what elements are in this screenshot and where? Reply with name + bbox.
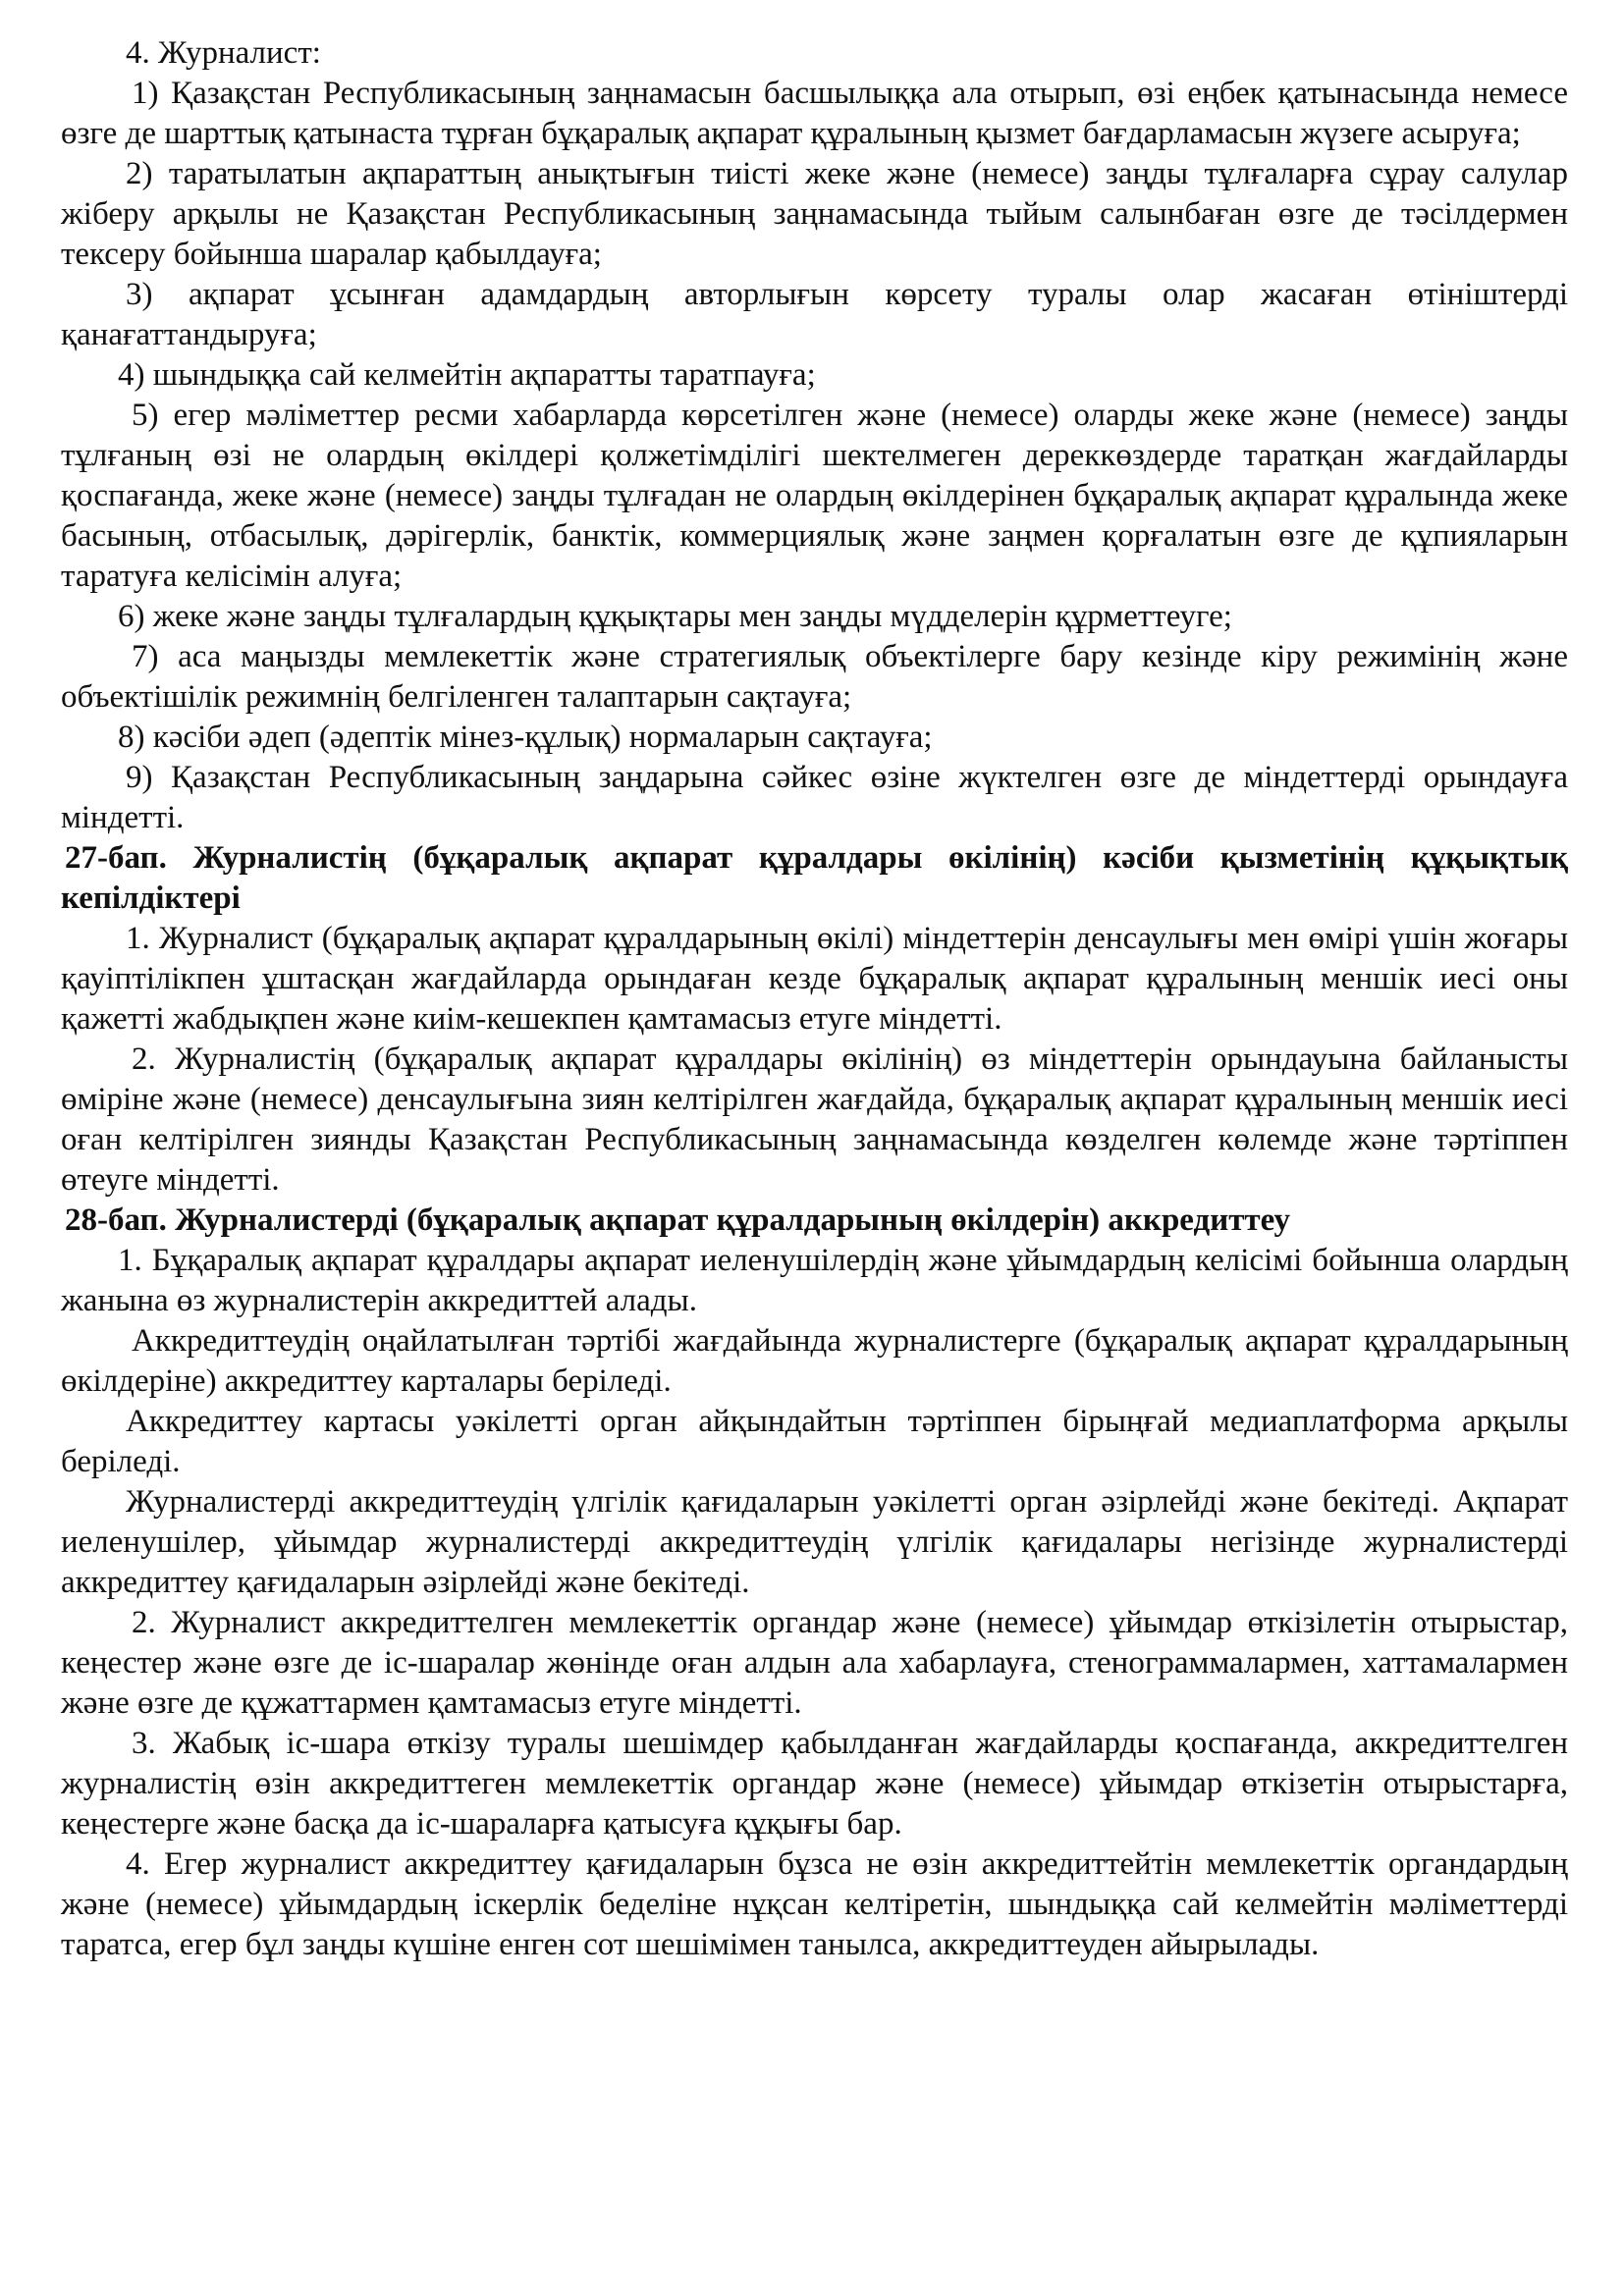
paragraph: Аккредиттеудің оңайлатылған тәртібі жағдайында журналистерге (бұқаралық ақпарат құралдарының өкілдеріне) аккредиттеу карталары беріледі. — [61, 1323, 1568, 1399]
paragraph: 4. Егер журналист аккредиттеу қағидаларын бұзса не өзін аккредиттейтін мемлекеттік органдардың және (немесе) ұйымдардың іскерлік беделіне нұқсан келтіретін, шындыққа сай келмейтін мәліметтерді таратса, егер бұл заңды күшіне енген сот шешімімен танылса, аккредиттеуден айырылады. — [61, 1846, 1568, 1962]
list-item: 1) Қазақстан Республикасының заңнамасын басшылыққа ала отырып, өзі еңбек қатынасында немесе өзге де шарттық қатынаста тұрған бұқаралық ақпарат құралының қызмет бағдарламасын жүзеге асыруға; — [61, 76, 1568, 151]
list-item: 6) жеке және заңды тұлғалардың құқықтары мен заңды мүдделерін құрметтеуге; — [118, 599, 1232, 634]
list-item: 2) таратылатын ақпараттың анықтығын тиісті жеке және (немесе) заңды тұлғаларға сұрау салулар жіберу арқылы не Қазақстан Республикасының заңнамасында тыйым салынбаған өзге де тәсілдермен тексеру бойынша шаралар қабылдауға; — [61, 156, 1568, 272]
list-item: 5) егер мәліметтер ресми хабарларда көрсетілген және (немесе) оларды жеке және (немесе) заңды тұлғаның өзі не олардың өкілдері қолжетімділігі шектелмеген дереккөздерде таратқан жағдайларды қоспағанда, жеке және (немесе) заңды тұлғадан не олардың өкілдерінен бұқаралық ақпарат құралында жеке басының, отбасылық, дәрігерлік, банктік, коммерциялық және заңмен қорғалатын өзге де құпияларын таратуға келісімін алуға; — [61, 398, 1568, 594]
paragraph: Журналистерді аккредиттеудің үлгілік қағидаларын уәкілетті орган әзірлейді және бекітеді. Ақпарат иеленушілер, ұйымдар журналистерді аккредиттеудің үлгілік қағидалары негізінде журналистерді аккредиттеу қағидаларын әзірлейді және бекітеді. — [61, 1484, 1568, 1600]
paragraph: 1. Журналист (бұқаралық ақпарат құралдарының өкілі) міндеттерін денсаулығы мен өмірі үшін жоғары қауіптілікпен ұштасқан жағдайларда орындаған кезде бұқаралық ақпарат құралының меншік иесі оны қажетті жабдықпен және киім-кешекпен қамтамасыз етуге міндетті. — [61, 921, 1568, 1037]
list-item: 9) Қазақстан Республикасының заңдарына сәйкес өзіне жүктелген өзге де міндеттерді орындауға міндетті. — [61, 760, 1568, 835]
paragraph: Аккредиттеу картасы уәкілетті орган айқындайтын тәртіппен бірыңғай медиаплатформа арқылы беріледі. — [61, 1404, 1568, 1479]
list-item: 4) шындыққа сай келмейтін ақпаратты таратпауға; — [118, 357, 816, 393]
paragraph: 1. Бұқаралық ақпарат құралдары ақпарат иеленушілердің және ұйымдардың келісімі бойынша олардың жанына өз журналистерін аккредиттей алады. — [61, 1243, 1568, 1318]
paragraph: 3. Жабық іс-шара өткізу туралы шешімдер қабылданған жағдайларды қоспағанда, аккредиттелген журналистің өзін аккредиттеген мемлекеттік органдар және (немесе) ұйымдар өткізетін отырыстарға, кеңестерге және басқа да іс-шараларға қатысуға құқығы бар. — [61, 1726, 1568, 1842]
article-heading-28: 28-бап. Журналистерді (бұқаралық ақпарат құралдарының өкілдерін) аккредиттеу — [65, 1202, 1290, 1238]
list-item: 3) ақпарат ұсынған адамдардың авторлығын көрсету туралы олар жасаған өтініштерді қанағаттандыруға; — [61, 277, 1568, 352]
document-page — [61, 33, 1568, 1965]
list-item: 7) аса маңызды мемлекеттік және стратегиялық объектілерге бару кезінде кіру режимінің және объектішілік режимнің белгіленген талаптарын сақтауға; — [61, 639, 1568, 715]
article-heading-27: 27-бап. Журналистің (бұқаралық ақпарат құралдары өкілінің) кәсіби қызметінің құқықтық кепілдіктері — [61, 840, 1568, 916]
paragraph: 2. Журналистің (бұқаралық ақпарат құралдары өкілінің) өз міндеттерін орындауына байланысты өміріне және (немесе) денсаулығына зиян келтірілген жағдайда, бұқаралық ақпарат құралының меншік иесі оған келтірілген зиянды Қазақстан Республикасының заңнамасында көзделген көлемде және тәртіппен өтеуге міндетті. — [61, 1041, 1568, 1198]
paragraph: 2. Журналист аккредиттелген мемлекеттік органдар және (немесе) ұйымдар өткізілетін отырыстар, кеңестер және өзге де іс-шаралар жөнінде оған алдын ала хабарлауға, стенограммалармен, хаттамалармен және өзге де құжаттармен қамтамасыз етуге міндетті. — [61, 1605, 1568, 1721]
item-title: 4. Журналист: — [126, 35, 321, 71]
list-item: 8) кәсіби әдеп (әдептік мінез-құлық) нормаларын сақтауға; — [118, 720, 933, 755]
